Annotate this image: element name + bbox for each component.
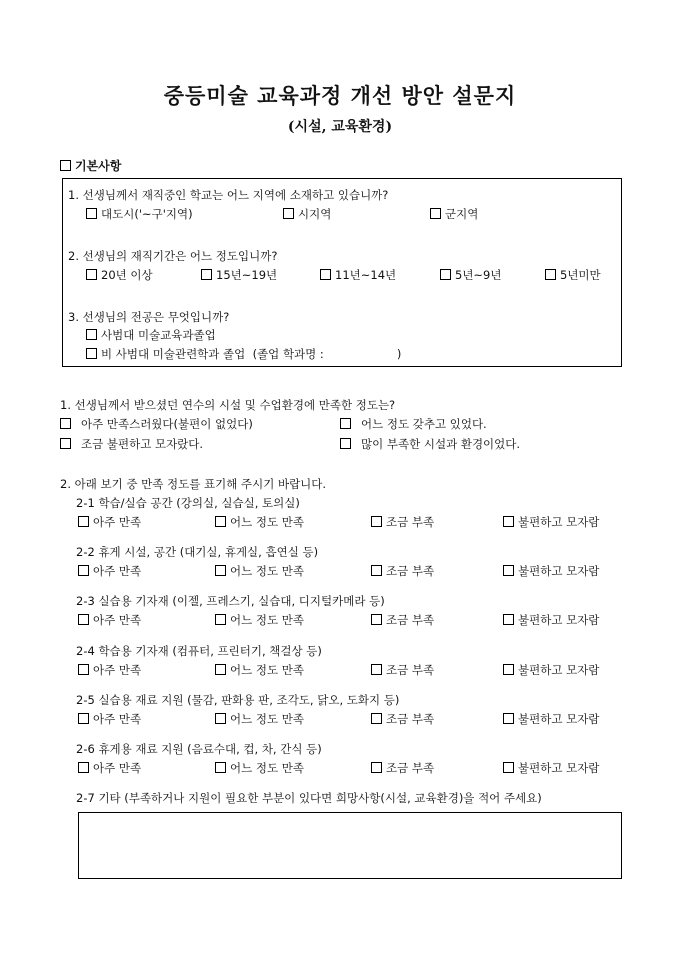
basic-q2-option[interactable]: 5년미만 (545, 267, 601, 283)
basic-q3-text: 3. 선생님의 전공은 무엇입니까? (68, 310, 230, 324)
checkbox-icon[interactable] (503, 713, 514, 724)
rating-option[interactable]: 조금 부족 (371, 662, 434, 678)
checkbox-icon[interactable] (283, 208, 294, 219)
checkbox-icon[interactable] (215, 762, 226, 773)
checkbox-icon[interactable] (86, 208, 97, 219)
basic-q2-option[interactable]: 20년 이상 (86, 267, 153, 283)
basic-q1-option[interactable]: 시지역 (283, 206, 331, 222)
checkbox-icon[interactable] (503, 516, 514, 527)
rating-option[interactable]: 어느 정도 만족 (215, 711, 304, 727)
rating-option[interactable]: 조금 부족 (371, 711, 434, 727)
basic-q3-option[interactable]: 사범대 미술교육과졸업 (86, 327, 216, 343)
main-q2-text: 2. 아래 보기 중 만족 정도를 표기해 주시기 바랍니다. (60, 477, 327, 491)
checkbox-icon[interactable] (86, 329, 97, 340)
basic-heading-label: 기본사항 (75, 159, 122, 173)
checkbox-icon[interactable] (503, 762, 514, 773)
checkbox-icon[interactable] (340, 438, 351, 449)
main-q1-option[interactable]: 아주 만족스러웠다(불편이 없었다) (60, 416, 253, 432)
rating-option[interactable]: 아주 만족 (78, 612, 141, 628)
checkbox-icon[interactable] (78, 762, 89, 773)
basic-q1-option[interactable]: 대도시('~구'지역) (86, 206, 193, 222)
rating-option[interactable]: 조금 부족 (371, 612, 434, 628)
other-comments-textarea[interactable] (78, 812, 622, 879)
rating-item-label: 2-5 실습용 재료 지원 (물감, 판화용 판, 조각도, 닭오, 도화지 등) (76, 692, 400, 707)
rating-option[interactable]: 조금 부족 (371, 563, 434, 579)
checkbox-icon[interactable] (371, 664, 382, 675)
main-q2-other-text: 2-7 기타 (부족하거나 지원이 필요한 부분이 있다면 희망사항(시설, 교육환경)을 적어 주세요) (76, 791, 542, 805)
basic-q2-option[interactable]: 5년~9년 (440, 267, 502, 283)
checkbox-icon[interactable] (78, 664, 89, 675)
checkbox-icon[interactable] (215, 614, 226, 625)
rating-option[interactable]: 아주 만족 (78, 760, 141, 776)
rating-option[interactable]: 불편하고 모자람 (503, 662, 599, 678)
checkbox-icon[interactable] (201, 269, 212, 280)
page-title: 중등미술 교육과정 개선 방안 설문지 (163, 83, 517, 108)
main-q1-option[interactable]: 많이 부족한 시설과 환경이었다. (340, 436, 520, 452)
checkbox-icon[interactable] (371, 762, 382, 773)
rating-option[interactable]: 어느 정도 만족 (215, 563, 304, 579)
checkbox-icon[interactable] (371, 516, 382, 527)
rating-item-label: 2-1 학습/실습 공간 (강의실, 실습실, 토의실) (76, 496, 300, 510)
basic-section-heading (60, 157, 121, 174)
checkbox-icon[interactable] (430, 208, 441, 219)
checkbox-icon[interactable] (86, 269, 97, 280)
main-q1-option[interactable]: 어느 정도 갖추고 있었다. (340, 416, 487, 432)
rating-option[interactable]: 불편하고 모자람 (503, 612, 599, 628)
rating-item-label: 2-3 실습용 기자재 (이젤, 프레스기, 실습대, 디지털카메라 등) (76, 594, 385, 609)
checkbox-icon[interactable] (340, 418, 351, 429)
checkbox-icon[interactable] (503, 565, 514, 576)
rating-option[interactable]: 불편하고 모자람 (503, 514, 599, 530)
rating-option[interactable]: 아주 만족 (78, 563, 141, 579)
checkbox-icon[interactable] (86, 348, 97, 359)
checkbox-icon[interactable] (545, 269, 556, 280)
basic-q3-option[interactable]: 비 사범대 미술관련학과 졸업 (졸업 학과명 : ) (86, 346, 401, 362)
rating-option[interactable]: 아주 만족 (78, 514, 141, 530)
rating-item-label: 2-2 휴게 시설, 공간 (대기실, 휴게실, 흡연실 등) (76, 545, 319, 560)
checkbox-icon[interactable] (320, 269, 331, 280)
basic-q1-text: 1. 선생님께서 재직중인 학교는 어느 지역에 소재하고 있습니까? (68, 188, 389, 202)
page-subtitle: (시설, 교육환경) (287, 119, 393, 135)
rating-option[interactable]: 아주 만족 (78, 711, 141, 727)
checkbox-icon[interactable] (60, 438, 71, 449)
checkbox-icon[interactable] (78, 614, 89, 625)
checkbox-icon[interactable] (371, 713, 382, 724)
rating-option[interactable]: 불편하고 모자람 (503, 711, 599, 727)
main-q1-text: 1. 선생님께서 받으셨던 연수의 시설 및 수업환경에 만족한 정도는? (60, 398, 396, 412)
checkbox-icon[interactable] (60, 418, 71, 429)
heading-checkbox-icon (60, 160, 71, 171)
rating-option[interactable]: 어느 정도 만족 (215, 662, 304, 678)
checkbox-icon[interactable] (215, 516, 226, 527)
checkbox-icon[interactable] (78, 713, 89, 724)
checkbox-icon[interactable] (215, 565, 226, 576)
checkbox-icon[interactable] (503, 664, 514, 675)
main-q1-option[interactable]: 조금 불편하고 모자랐다. (60, 436, 203, 452)
basic-q2-option[interactable]: 15년~19년 (201, 267, 277, 283)
rating-option[interactable]: 어느 정도 만족 (215, 760, 304, 776)
checkbox-icon[interactable] (78, 516, 89, 527)
checkbox-icon[interactable] (371, 565, 382, 576)
basic-q1-option[interactable]: 군지역 (430, 206, 478, 222)
basic-q2-text: 2. 선생님의 재직기간은 어느 정도입니까? (68, 249, 278, 263)
rating-item-label: 2-4 학습용 기자재 (컴퓨터, 프린터기, 책걸상 등) (76, 643, 322, 658)
checkbox-icon[interactable] (503, 614, 514, 625)
rating-option[interactable]: 불편하고 모자람 (503, 563, 599, 579)
checkbox-icon[interactable] (215, 664, 226, 675)
rating-option[interactable]: 어느 정도 만족 (215, 612, 304, 628)
rating-option[interactable]: 조금 부족 (371, 760, 434, 776)
checkbox-icon[interactable] (371, 614, 382, 625)
rating-item-label: 2-6 휴게용 재료 지원 (음료수대, 컵, 차, 간식 등) (76, 742, 322, 756)
checkbox-icon[interactable] (215, 713, 226, 724)
checkbox-icon[interactable] (78, 565, 89, 576)
rating-option[interactable]: 아주 만족 (78, 662, 141, 678)
rating-option[interactable]: 조금 부족 (371, 514, 434, 530)
checkbox-icon[interactable] (440, 269, 451, 280)
rating-option[interactable]: 어느 정도 만족 (215, 514, 304, 530)
rating-option[interactable]: 불편하고 모자람 (503, 760, 599, 776)
basic-q2-option[interactable]: 11년~14년 (320, 267, 396, 283)
